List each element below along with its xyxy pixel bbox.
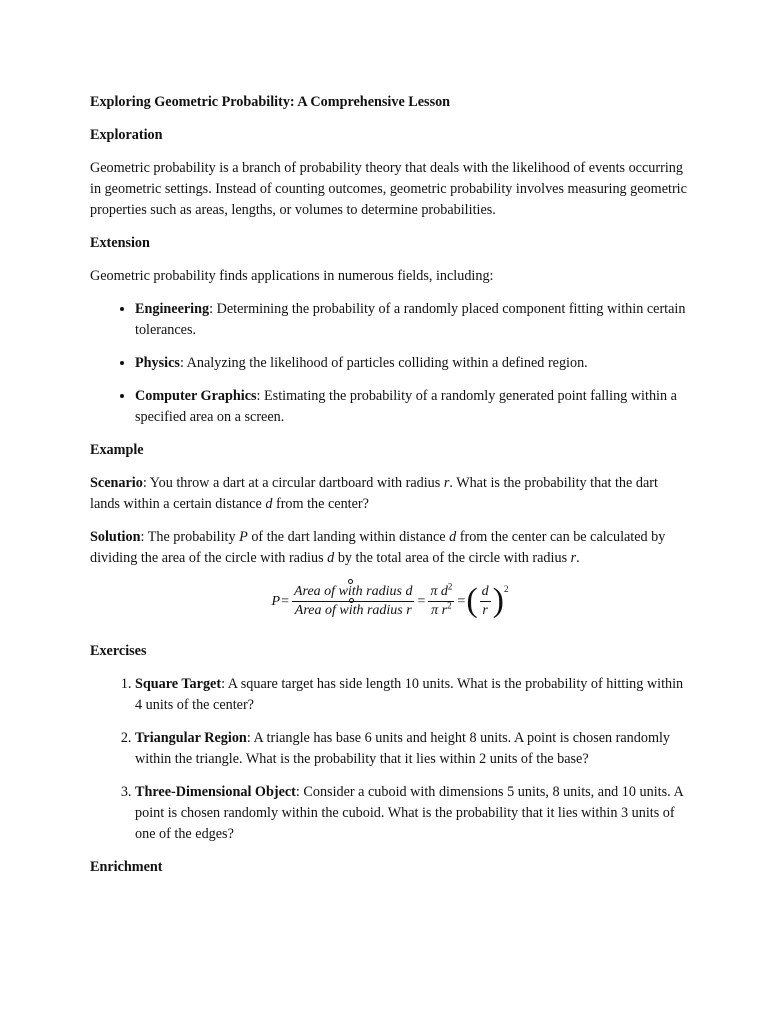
formula-lhs: P — [271, 593, 281, 609]
variable-d: d — [327, 550, 335, 566]
scenario-text: : You throw a dart at a circular dartboard with radius — [142, 475, 444, 491]
solution-text: . — [576, 550, 580, 566]
equals-sign: = — [281, 593, 289, 609]
numerator-text: Area of w — [293, 583, 348, 599]
list-item — [135, 782, 690, 845]
exploration-paragraph: Geometric probability is a branch of probability theory that deals with the likelihood of events occurring in geometric settings. Instead of counting outcomes, geometric probability involves measuring geometric properties such as areas, lengths, or volumes to determine probabilities. — [90, 160, 687, 218]
document-body — [90, 92, 690, 890]
ring-accent: i — [348, 602, 353, 618]
solution-paragraph — [90, 527, 690, 569]
list-item — [135, 728, 690, 770]
scenario-label: Scenario — [90, 475, 143, 491]
solution-text: by the total area of the circle with radius — [334, 550, 571, 566]
fraction-numerator: d — [480, 583, 491, 602]
list-item — [135, 299, 690, 341]
scenario-paragraph — [90, 473, 690, 515]
extension-heading: Extension — [90, 235, 150, 251]
denominator-text: th radius r — [352, 602, 412, 618]
list-item-text: : A triangle has base 6 units and height 8 units. A point is chosen randomly within the triangle. What is the probability that it lies within 2 units of the base? — [135, 730, 671, 767]
fraction-denominator: r — [482, 602, 488, 618]
numerator-text: π d — [430, 583, 448, 599]
denominator-text: π r — [431, 602, 448, 618]
document-title: Exploring Geometric Probability: A Comprehensive Lesson — [90, 94, 451, 110]
solution-text: from the center can be calculated by dividing the area of the circle with radius — [90, 529, 666, 566]
extension-intro: Geometric probability finds applications in numerous fields, including: — [90, 268, 494, 284]
numerator-text: th radius d — [351, 583, 413, 599]
list-item-term: Physics — [135, 355, 180, 371]
solution-label: Solution — [90, 529, 141, 545]
variable-d: d — [449, 529, 457, 545]
ratio-fraction — [480, 583, 491, 620]
list-item-term: Square Target — [135, 676, 222, 692]
variable-r: r — [570, 550, 577, 566]
list-item-text: : Consider a cuboid with dimensions 5 units, 8 units, and 10 units. A point is chosen randomly within the cuboid. What is the probability that it lies within 3 units of one of the edges? — [135, 784, 683, 842]
denominator-text: Area of w — [294, 602, 349, 618]
exercises-list — [90, 674, 690, 845]
right-paren: ) — [492, 582, 504, 619]
fraction-denominator — [293, 602, 414, 620]
solution-text: : The probability — [140, 529, 240, 545]
fraction-numerator — [428, 580, 454, 602]
list-item-term: Triangular Region — [135, 730, 247, 746]
variable-d: d — [265, 496, 273, 512]
ring-accent: i — [347, 583, 352, 599]
solution-text: of the dart landing within distance — [247, 529, 450, 545]
exponent: 2 — [447, 599, 452, 610]
variable-p: P — [239, 529, 248, 545]
enrichment-heading: Enrichment — [90, 859, 163, 875]
list-item — [135, 353, 690, 374]
list-item-term: Three-Dimensional Object — [135, 784, 296, 800]
probability-formula: P = $\frac{\text{Area of with radius d}}{\text{Area of with radius r}}$ = $\frac{\pi d^2}{\pi r^2}$ = ( $\frac{d}{r}$ ) $^2$ — [271, 580, 509, 619]
list-item-term: Engineering — [135, 301, 210, 317]
area-fraction — [292, 583, 415, 620]
equals-sign: = — [417, 593, 426, 609]
list-item — [135, 386, 690, 428]
list-item-text: : Analyzing the likelihood of particles colliding within a defined region. — [179, 355, 588, 371]
pi-fraction — [428, 580, 454, 620]
example-heading: Example — [90, 442, 144, 458]
exponent: 2 — [447, 580, 453, 591]
left-paren: ( — [466, 582, 478, 619]
list-item-text: : Determining the probability of a randomly placed component fitting within certain tolerances. — [135, 301, 686, 338]
exercises-heading: Exercises — [90, 643, 147, 659]
list-item-text: : A square target has side length 10 units. What is the probability of hitting within 4 units of the center? — [135, 676, 684, 713]
scenario-text: from the center? — [272, 496, 369, 512]
list-item-term: Computer Graphics — [135, 388, 257, 404]
variable-r: r — [443, 475, 450, 491]
scenario-text: . What is the probability that the dart lands within a certain distance — [90, 475, 658, 512]
list-item-text: : Estimating the probability of a randomly generated point falling within a specified area on a screen. — [135, 388, 677, 425]
equals-sign: = — [457, 593, 466, 609]
list-item — [135, 674, 690, 716]
applications-list — [90, 299, 690, 428]
fraction-denominator — [429, 599, 453, 620]
exploration-heading: Exploration — [90, 127, 163, 143]
